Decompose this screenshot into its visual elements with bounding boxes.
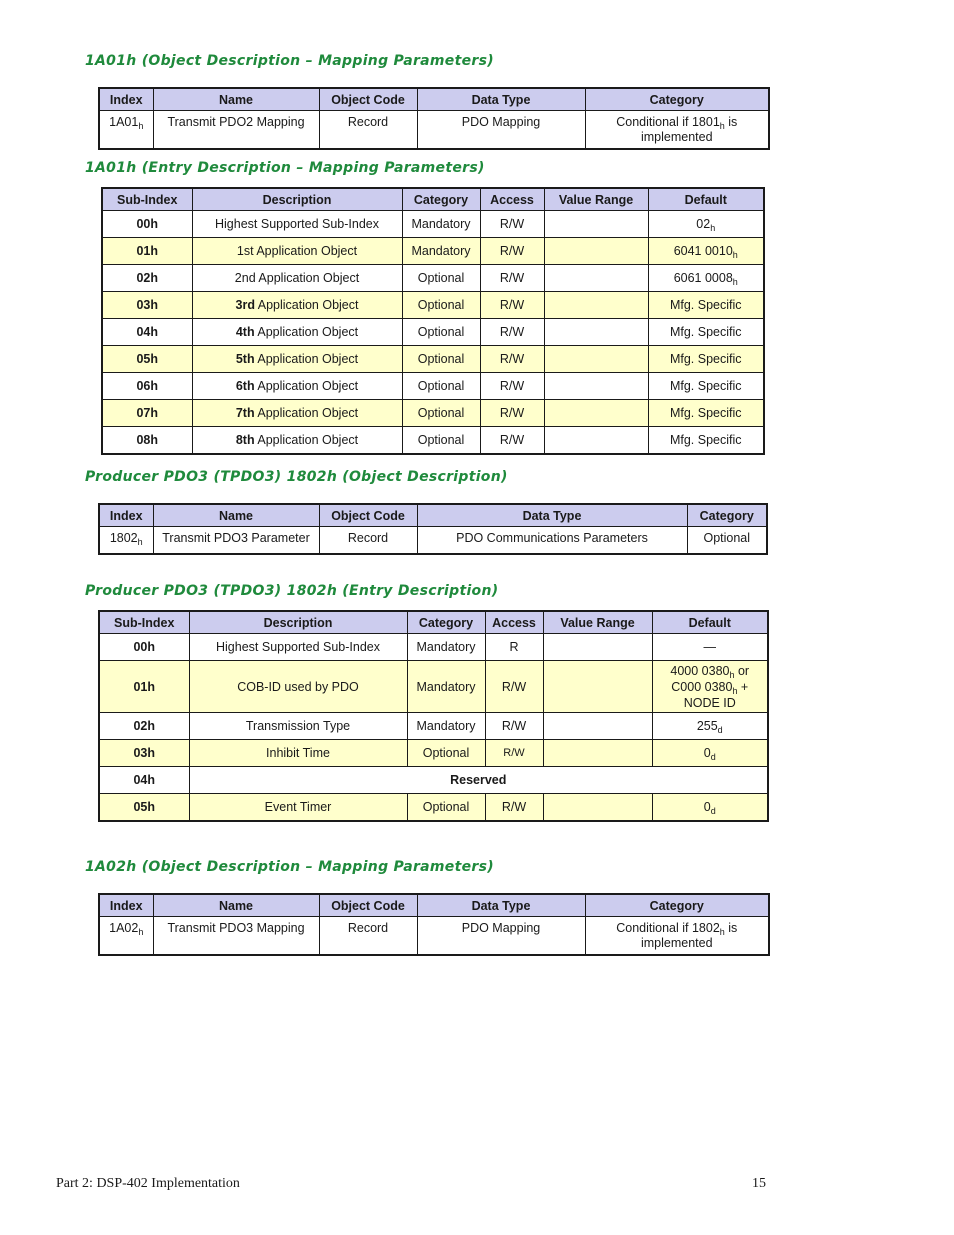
- table-row: [102, 319, 764, 346]
- table-row: [99, 767, 768, 794]
- cell-description: Transmission Type: [189, 713, 407, 740]
- entry-table-1802: [98, 610, 769, 822]
- cell-access: R/W: [480, 319, 544, 346]
- cell-value-range: [544, 427, 648, 455]
- cell-category: Optional: [402, 373, 480, 400]
- cell-description: Highest Supported Sub-Index: [189, 634, 407, 661]
- cell-access: R: [485, 634, 543, 661]
- cell-description: 2nd Application Object: [192, 265, 402, 292]
- table-header-row: [102, 188, 764, 211]
- cell-value-range: [543, 634, 652, 661]
- cell-sub-index: 05h: [102, 346, 192, 373]
- table-row: [99, 634, 768, 661]
- header-access: Access: [485, 611, 543, 634]
- header-value-range: Value Range: [543, 611, 652, 634]
- cell-sub-index: 03h: [99, 740, 189, 767]
- cell-index: $1802_h$: [99, 527, 153, 554]
- cell-access: R/W: [485, 713, 543, 740]
- cell-description: 6th Application Object: [192, 373, 402, 400]
- cell-value-range: [543, 740, 652, 767]
- table-header-row: [99, 504, 767, 527]
- cell-access: R/W: [480, 265, 544, 292]
- cell-default: $255_d$: [652, 713, 768, 740]
- table-row: [102, 265, 764, 292]
- cell-object-code: Record: [319, 527, 417, 554]
- cell-value-range: [544, 211, 648, 238]
- section-heading-1802-object: Producer PDO3 (TPDO3) 1802h (Object Description): [85, 469, 508, 485]
- cell-category: Mandatory: [402, 211, 480, 238]
- header-object-code: Object Code: [319, 504, 417, 527]
- cell-default: 4000 $0380_h$ or C000 $0380_h$ + NODE ID: [652, 661, 768, 713]
- cell-value-range: [544, 373, 648, 400]
- cell-object-code: Record: [319, 917, 417, 956]
- section-heading-1a01-entry: 1A01h (Entry Description – Mapping Parameters): [85, 160, 485, 176]
- cell-default: Mfg. Specific: [648, 319, 764, 346]
- cell-index: $1A01_h$: [99, 111, 153, 150]
- header-data-type: Data Type: [417, 88, 585, 111]
- table-header-row: [99, 894, 769, 917]
- header-value-range: Value Range: [544, 188, 648, 211]
- cell-value-range: [543, 661, 652, 713]
- cell-sub-index: 03h: [102, 292, 192, 319]
- table-row: [99, 917, 769, 956]
- cell-description: Inhibit Time: [189, 740, 407, 767]
- entry-table-1a01: [101, 187, 765, 455]
- cell-default: Mfg. Specific: [648, 373, 764, 400]
- cell-category: Optional: [402, 346, 480, 373]
- cell-value-range: [544, 400, 648, 427]
- cell-value-range: [543, 794, 652, 822]
- cell-sub-index: 02h: [99, 713, 189, 740]
- table-row: [99, 740, 768, 767]
- table-row: [102, 427, 764, 455]
- cell-value-range: [543, 713, 652, 740]
- cell-default: $02_h$: [648, 211, 764, 238]
- cell-description: Highest Supported Sub-Index: [192, 211, 402, 238]
- object-table-1a02: [98, 893, 770, 956]
- cell-default: 6041 $0010_h$: [648, 238, 764, 265]
- table-row: [102, 292, 764, 319]
- header-category: Category: [687, 504, 767, 527]
- table-row: [102, 238, 764, 265]
- cell-category: Mandatory: [407, 713, 485, 740]
- cell-category: Optional: [687, 527, 767, 554]
- cell-category: Conditional if $1802_h$ is implemented: [585, 917, 769, 956]
- cell-value-range: [544, 319, 648, 346]
- cell-name: Transmit PDO3 Mapping: [153, 917, 319, 956]
- cell-category: Optional: [402, 427, 480, 455]
- header-object-code: Object Code: [319, 894, 417, 917]
- cell-value-range: [544, 292, 648, 319]
- cell-category: Optional: [402, 319, 480, 346]
- cell-description: 1st Application Object: [192, 238, 402, 265]
- cell-category: Mandatory: [402, 238, 480, 265]
- cell-sub-index: 00h: [99, 634, 189, 661]
- header-name: Name: [153, 894, 319, 917]
- table-row: [102, 346, 764, 373]
- cell-access: R/W: [485, 740, 543, 767]
- header-index: Index: [99, 504, 153, 527]
- object-table-1802: [98, 503, 768, 555]
- header-data-type: Data Type: [417, 894, 585, 917]
- table-row: [102, 211, 764, 238]
- cell-name: Transmit PDO3 Parameter: [153, 527, 319, 554]
- cell-sub-index: 00h: [102, 211, 192, 238]
- cell-index: $1A02_h$: [99, 917, 153, 956]
- cell-value-range: [544, 238, 648, 265]
- section-heading-1a02-object: 1A02h (Object Description – Mapping Parameters): [85, 859, 494, 875]
- cell-sub-index: 01h: [99, 661, 189, 713]
- cell-sub-index: 05h: [99, 794, 189, 822]
- cell-sub-index: 02h: [102, 265, 192, 292]
- header-object-code: Object Code: [319, 88, 417, 111]
- header-category: Category: [402, 188, 480, 211]
- cell-sub-index: 04h: [99, 767, 189, 794]
- page-number: 15: [752, 1176, 766, 1191]
- header-sub-index: Sub-Index: [99, 611, 189, 634]
- table-row: [102, 373, 764, 400]
- cell-description: 3rd Application Object: [192, 292, 402, 319]
- cell-description: 7th Application Object: [192, 400, 402, 427]
- cell-default: Mfg. Specific: [648, 292, 764, 319]
- header-name: Name: [153, 88, 319, 111]
- cell-default: Mfg. Specific: [648, 400, 764, 427]
- header-category: Category: [407, 611, 485, 634]
- cell-sub-index: 08h: [102, 427, 192, 455]
- cell-default: Mfg. Specific: [648, 346, 764, 373]
- table-row: [102, 400, 764, 427]
- cell-category: Optional: [407, 740, 485, 767]
- cell-category: Conditional if $1801_h$ is implemented: [585, 111, 769, 150]
- cell-description: Event Timer: [189, 794, 407, 822]
- header-index: Index: [99, 88, 153, 111]
- cell-category: Optional: [402, 292, 480, 319]
- section-heading-1802-entry: Producer PDO3 (TPDO3) 1802h (Entry Description): [85, 583, 499, 599]
- cell-access: R/W: [480, 238, 544, 265]
- header-data-type: Data Type: [417, 504, 687, 527]
- cell-reserved: Reserved: [189, 767, 768, 794]
- header-sub-index: Sub-Index: [102, 188, 192, 211]
- header-description: Description: [192, 188, 402, 211]
- cell-data-type: PDO Mapping: [417, 917, 585, 956]
- cell-value-range: [544, 346, 648, 373]
- cell-category: Optional: [407, 794, 485, 822]
- section-heading-1a01-object: 1A01h (Object Description – Mapping Parameters): [85, 53, 494, 69]
- cell-default: $0_d$: [652, 740, 768, 767]
- table-header-row: [99, 611, 768, 634]
- table-row: [99, 794, 768, 822]
- table-header-row: [99, 88, 769, 111]
- cell-name: Transmit PDO2 Mapping: [153, 111, 319, 150]
- cell-data-type: PDO Communications Parameters: [417, 527, 687, 554]
- cell-sub-index: 04h: [102, 319, 192, 346]
- cell-access: R/W: [480, 211, 544, 238]
- table-row: [99, 661, 768, 713]
- cell-sub-index: 07h: [102, 400, 192, 427]
- table-row: [99, 111, 769, 150]
- header-description: Description: [189, 611, 407, 634]
- cell-sub-index: 01h: [102, 238, 192, 265]
- cell-access: R/W: [480, 292, 544, 319]
- cell-object-code: Record: [319, 111, 417, 150]
- header-category: Category: [585, 894, 769, 917]
- header-access: Access: [480, 188, 544, 211]
- header-default: Default: [648, 188, 764, 211]
- cell-category: Optional: [402, 265, 480, 292]
- cell-category: Optional: [402, 400, 480, 427]
- cell-access: R/W: [480, 346, 544, 373]
- cell-default: Mfg. Specific: [648, 427, 764, 455]
- footer-section-title: Part 2: DSP-402 Implementation: [56, 1176, 240, 1191]
- table-row: [99, 527, 767, 554]
- cell-access: R/W: [480, 400, 544, 427]
- cell-value-range: [544, 265, 648, 292]
- cell-category: Mandatory: [407, 634, 485, 661]
- cell-default: $0_d$: [652, 794, 768, 822]
- header-index: Index: [99, 894, 153, 917]
- cell-access: R/W: [485, 794, 543, 822]
- cell-description: COB-ID used by PDO: [189, 661, 407, 713]
- cell-category: Mandatory: [407, 661, 485, 713]
- cell-description: 4th Application Object: [192, 319, 402, 346]
- cell-default: —: [652, 634, 768, 661]
- cell-access: R/W: [480, 373, 544, 400]
- cell-default: 6061 $0008_h$: [648, 265, 764, 292]
- header-name: Name: [153, 504, 319, 527]
- cell-access: R/W: [480, 427, 544, 455]
- cell-sub-index: 06h: [102, 373, 192, 400]
- table-row: [99, 713, 768, 740]
- cell-description: 5th Application Object: [192, 346, 402, 373]
- header-category: Category: [585, 88, 769, 111]
- header-default: Default: [652, 611, 768, 634]
- cell-access: R/W: [485, 661, 543, 713]
- cell-data-type: PDO Mapping: [417, 111, 585, 150]
- object-table-1a01: [98, 87, 770, 150]
- cell-description: 8th Application Object: [192, 427, 402, 455]
